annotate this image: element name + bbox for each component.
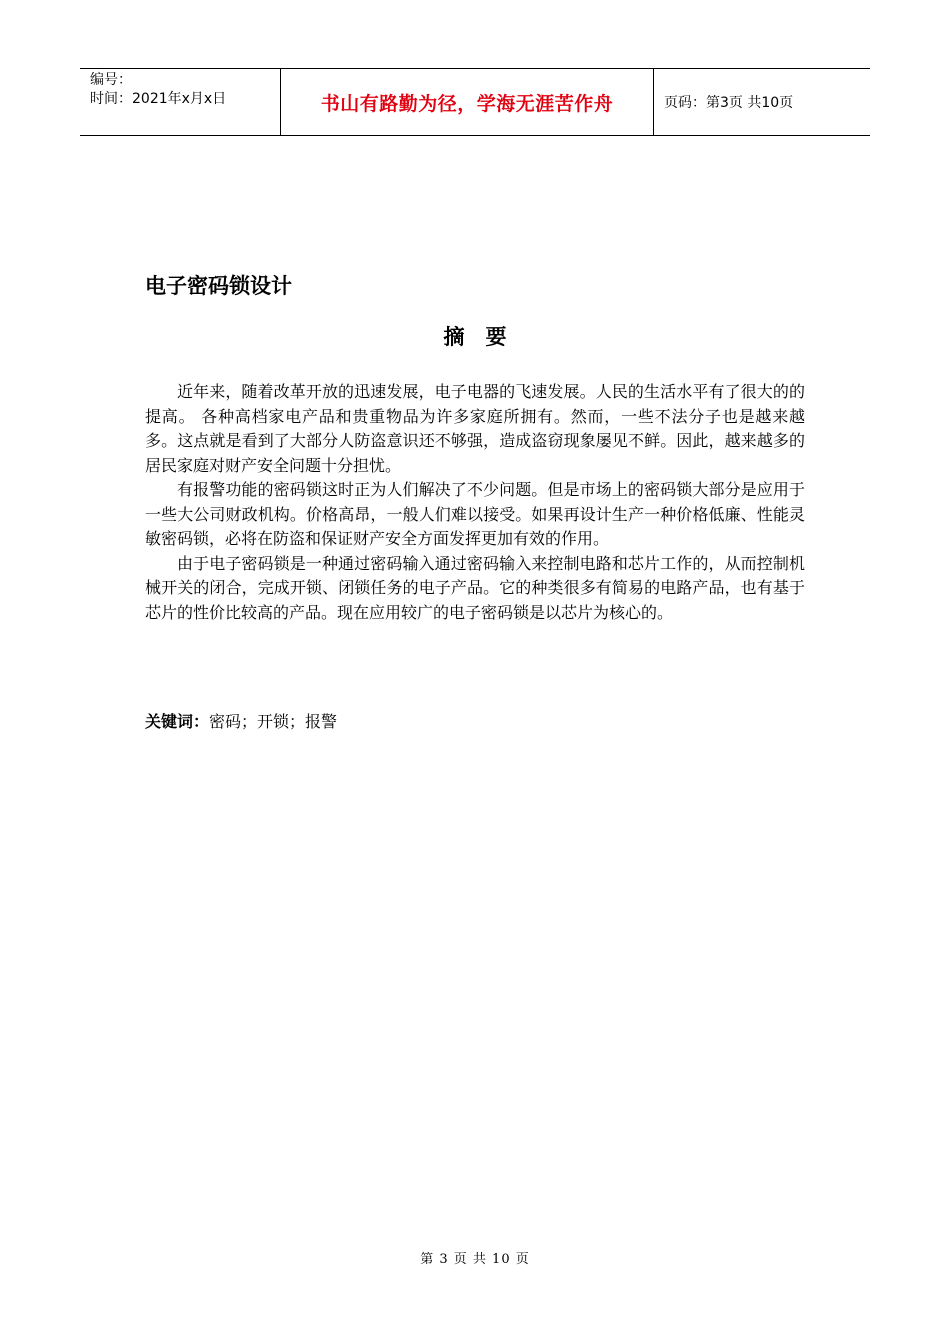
header-motto-cell bbox=[281, 69, 654, 135]
keywords-line bbox=[145, 709, 337, 732]
abstract-paragraph: 有报警功能的密码锁这时正为人们解决了不少问题。但是市场上的密码锁大部分是应用于一些大公司财政机构。价格高昂，一般人们难以接受。如果再设计生产一种价格低廉、性能灵敏密码锁，必将在防盗和保证财产安全方面发挥更加有效的作用。 bbox=[145, 480, 805, 548]
keywords-label: 关键词： bbox=[145, 712, 210, 731]
document-number-label: 编号： bbox=[90, 72, 132, 88]
page-header bbox=[80, 68, 870, 136]
document-title: 电子密码锁设计 bbox=[145, 274, 292, 298]
document-time-label: 时间：2021年x月x日 bbox=[90, 91, 227, 107]
header-page-cell bbox=[654, 69, 870, 135]
abstract-paragraph: 近年来，随着改革开放的迅速发展，电子电器的飞速发展。人民的生活水平有了很大的的提高。 各种高档家电产品和贵重物品为许多家庭所拥有。然而，一些不法分子也是越来越多。这点就是看到了大部分人防盗意识还不够强，造成盗窃现象屡见不鲜。因此，越来越多的居民家庭对财产安全问题十分担忧。 bbox=[145, 382, 805, 475]
header-meta-cell bbox=[80, 69, 281, 135]
abstract-body bbox=[145, 380, 805, 625]
keywords-values: 密码；开锁；报警 bbox=[209, 712, 338, 731]
header-page-info: 页码：第3页 共10页 bbox=[664, 95, 794, 111]
abstract-paragraph: 由于电子密码锁是一种通过密码输入通过密码输入来控制电路和芯片工作的，从而控制机械开关的闭合，完成开锁、闭锁任务的电子产品。它的种类很多有简易的电路产品，也有基于芯片的性价比较高的产品。现在应用较广的电子密码锁是以芯片为核心的。 bbox=[145, 553, 805, 622]
page-footer: 第 3 页 共 10 页 bbox=[420, 1252, 530, 1267]
abstract-heading: 摘 要 bbox=[443, 325, 507, 349]
header-motto: 书山有路勤为径，学海无涯苦作舟 bbox=[320, 92, 614, 115]
